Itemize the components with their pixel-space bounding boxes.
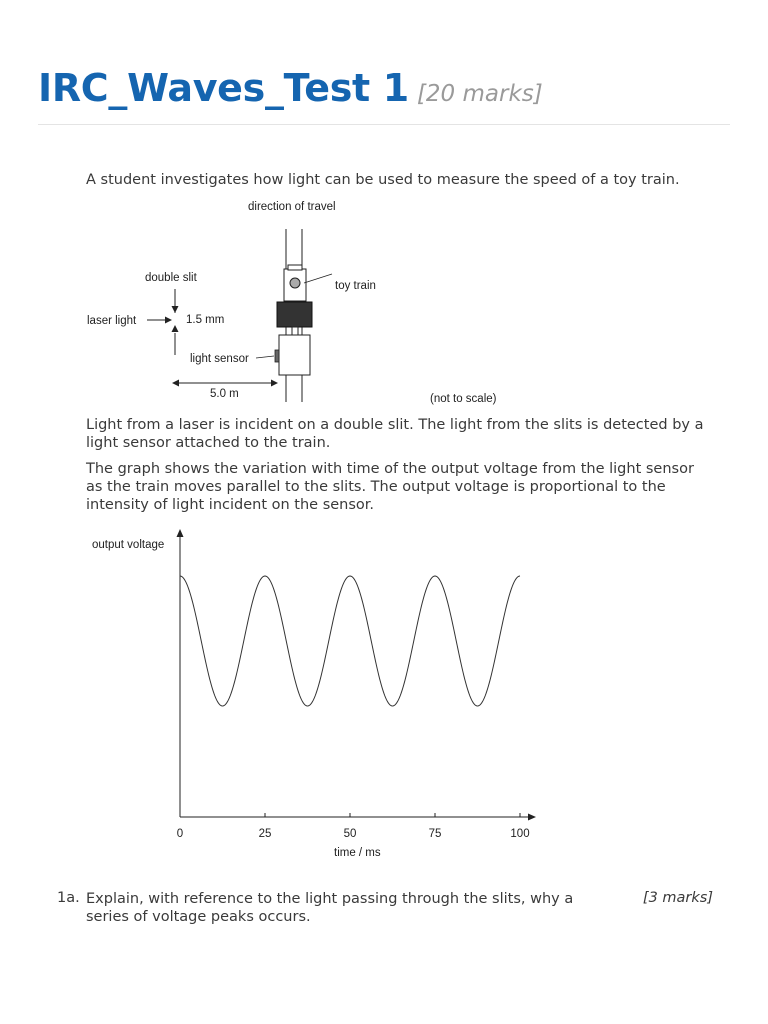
- train-body: [277, 302, 312, 327]
- page-title: IRC_Waves_Test 1: [38, 66, 409, 110]
- x-tick-label: 100: [510, 828, 530, 840]
- x-tick-label: 25: [258, 828, 272, 840]
- train-light: [290, 278, 300, 288]
- light-sensor-label: light sensor: [190, 353, 249, 365]
- light-sensor: [275, 350, 279, 362]
- voltage-curve: [180, 576, 520, 706]
- voltage-time-chart: [80, 520, 560, 870]
- total-marks: [20 marks]: [416, 81, 543, 107]
- distance-label: 5.0 m: [210, 388, 239, 400]
- page-header: [38, 66, 730, 125]
- y-axis-arrow: [177, 529, 184, 537]
- paragraph-laser: Light from a laser is incident on a double slit. The light from the slits is detected by a light sensor attached to the train.: [86, 417, 704, 451]
- x-axis-arrow: [528, 814, 536, 821]
- laser-light-label: laser light: [87, 315, 137, 327]
- x-tick-label: 50: [343, 828, 357, 840]
- not-to-scale-note: (not to scale): [430, 393, 497, 405]
- question-text: Explain, with reference to the light passing through the slits, why a series of voltage peaks occurs.: [86, 891, 574, 925]
- slit-separation-label: 1.5 mm: [186, 314, 225, 326]
- sensor-box: [279, 335, 310, 375]
- question-marks: [3 marks]: [642, 890, 713, 906]
- y-axis-label: output voltage: [92, 539, 165, 551]
- toy-train-label: toy train: [335, 280, 376, 292]
- question-number: 1a.: [57, 890, 80, 906]
- x-tick-label: 75: [428, 828, 442, 840]
- direction-label: direction of travel: [248, 201, 336, 213]
- experiment-diagram: [80, 192, 520, 407]
- x-axis-label: time / ms: [334, 847, 381, 859]
- paragraph-graph: The graph shows the variation with time of the output voltage from the light sensor as the train moves parallel to the slits. The output voltage is proportional to the intensity of light incident on the sensor.: [86, 461, 694, 513]
- double-slit-label: double slit: [145, 272, 197, 284]
- x-tick-label: 0: [176, 828, 184, 840]
- intro-text: A student investigates how light can be used to measure the speed of a toy train.: [86, 172, 680, 188]
